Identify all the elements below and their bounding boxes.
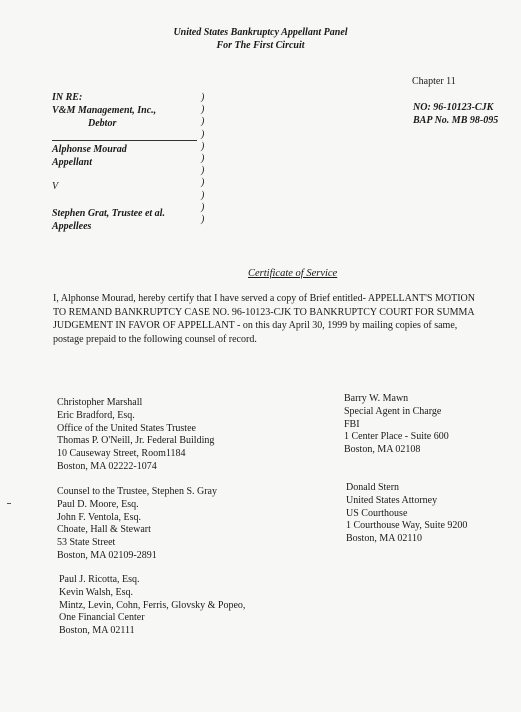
address-line: 1 Center Place - Suite 600 xyxy=(344,431,449,443)
address-line: Paul J. Ricotta, Esq. xyxy=(59,574,140,585)
recipient-block-us-attorney xyxy=(346,482,467,546)
address-line: Special Agent in Charge xyxy=(344,405,442,417)
court-circuit: For The First Circuit xyxy=(216,40,305,51)
address-line: Boston, MA 02108 xyxy=(344,444,421,456)
caption-versus: V xyxy=(52,181,59,192)
recipient-block-fbi xyxy=(344,393,449,457)
caption-appellee-name: Stephen Grat, Trustee et al. xyxy=(52,208,165,219)
court-name: United States Bankruptcy Appellant Panel xyxy=(173,27,348,38)
certificate-line: postage prepaid to the following counsel of record. xyxy=(53,333,257,345)
paren: ) xyxy=(201,152,205,164)
address-line: 1 Courthouse Way, Suite 9200 xyxy=(346,520,468,532)
address-line: Boston, MA 02109-2891 xyxy=(57,549,157,561)
address-line: Kevin Walsh, Esq. xyxy=(59,586,134,598)
address-line: Choate, Hall & Stewart xyxy=(57,524,151,536)
caption-appellee-role: Appellees xyxy=(52,221,92,232)
certificate-body xyxy=(53,292,521,346)
address-line: Eric Bradford, Esq. xyxy=(57,409,135,421)
caption-appellant-role: Appellant xyxy=(52,157,93,168)
paren: ) xyxy=(201,201,205,213)
paren: ) xyxy=(201,213,205,225)
caption-appellant-name: Alphonse Mourad xyxy=(52,144,127,155)
address-line: Donald Stern xyxy=(346,482,400,493)
margin-mark xyxy=(7,503,11,504)
caption-in-re: IN RE: xyxy=(52,92,83,103)
address-line: 53 State Street xyxy=(57,537,116,549)
case-number: NO: 96-10123-CJK xyxy=(413,102,494,113)
certificate-line: I, Alphonse Mourad, hereby certify that I have served a copy of Brief entitled- APPELLANT'S MOTION xyxy=(53,293,475,304)
address-line: FBI xyxy=(344,418,360,430)
address-line: Counsel to the Trustee, Stephen S. Gray xyxy=(57,486,217,497)
paren: ) xyxy=(201,189,205,201)
caption-divider xyxy=(52,140,197,141)
address-line: United States Attorney xyxy=(346,494,438,506)
paren: ) xyxy=(201,140,205,152)
paren: ) xyxy=(201,92,205,103)
court-header xyxy=(0,26,521,52)
address-line: Christopher Marshall xyxy=(57,397,143,408)
address-line: Office of the United States Trustee xyxy=(57,422,196,434)
recipient-block-counsel xyxy=(57,486,217,563)
caption-company: V&M Management, Inc., xyxy=(52,105,157,116)
address-line: US Courthouse xyxy=(346,507,408,519)
paren: ) xyxy=(201,104,205,116)
caption-debtor: Debtor xyxy=(88,118,117,129)
paren: ) xyxy=(201,128,205,140)
paren: ) xyxy=(201,165,205,177)
address-line: John F. Ventola, Esq. xyxy=(57,511,142,523)
recipient-block-mintz xyxy=(59,574,245,638)
address-line: One Financial Center xyxy=(59,612,145,624)
address-line: Paul D. Moore, Esq. xyxy=(57,498,139,510)
paren: ) xyxy=(201,116,205,128)
address-line: Mintz, Levin, Cohn, Ferris, Glovsky & Popeo, xyxy=(59,599,246,611)
case-caption xyxy=(52,91,165,233)
address-line: Boston, MA 02222-1074 xyxy=(57,460,157,472)
chapter-label: Chapter 11 xyxy=(412,76,456,87)
caption-parentheses xyxy=(201,92,204,226)
address-line: 10 Causeway Street, Room1184 xyxy=(57,448,186,460)
paren: ) xyxy=(201,177,205,189)
certificate-title: Certificate of Service xyxy=(248,268,338,279)
recipient-block-trustee xyxy=(57,397,214,474)
address-line: Barry W. Mawn xyxy=(344,393,409,404)
bap-number: BAP No. MB 98-095 xyxy=(413,115,499,126)
address-line: Thomas P. O'Neill, Jr. Federal Building xyxy=(57,435,215,447)
address-line: Boston, MA 02111 xyxy=(59,625,135,637)
certificate-line: JUDGEMENT IN FAVOR OF APPELLANT - on this day April 30, 1999 by mailing copies of same, xyxy=(53,320,458,331)
address-line: Boston, MA 02110 xyxy=(346,533,423,545)
certificate-line: TO REMAND BANKRUPTCY CASE NO. 96-10123-CJK TO BANKRUPTCY COURT FOR SUMMA xyxy=(53,306,475,318)
case-numbers xyxy=(413,101,498,127)
